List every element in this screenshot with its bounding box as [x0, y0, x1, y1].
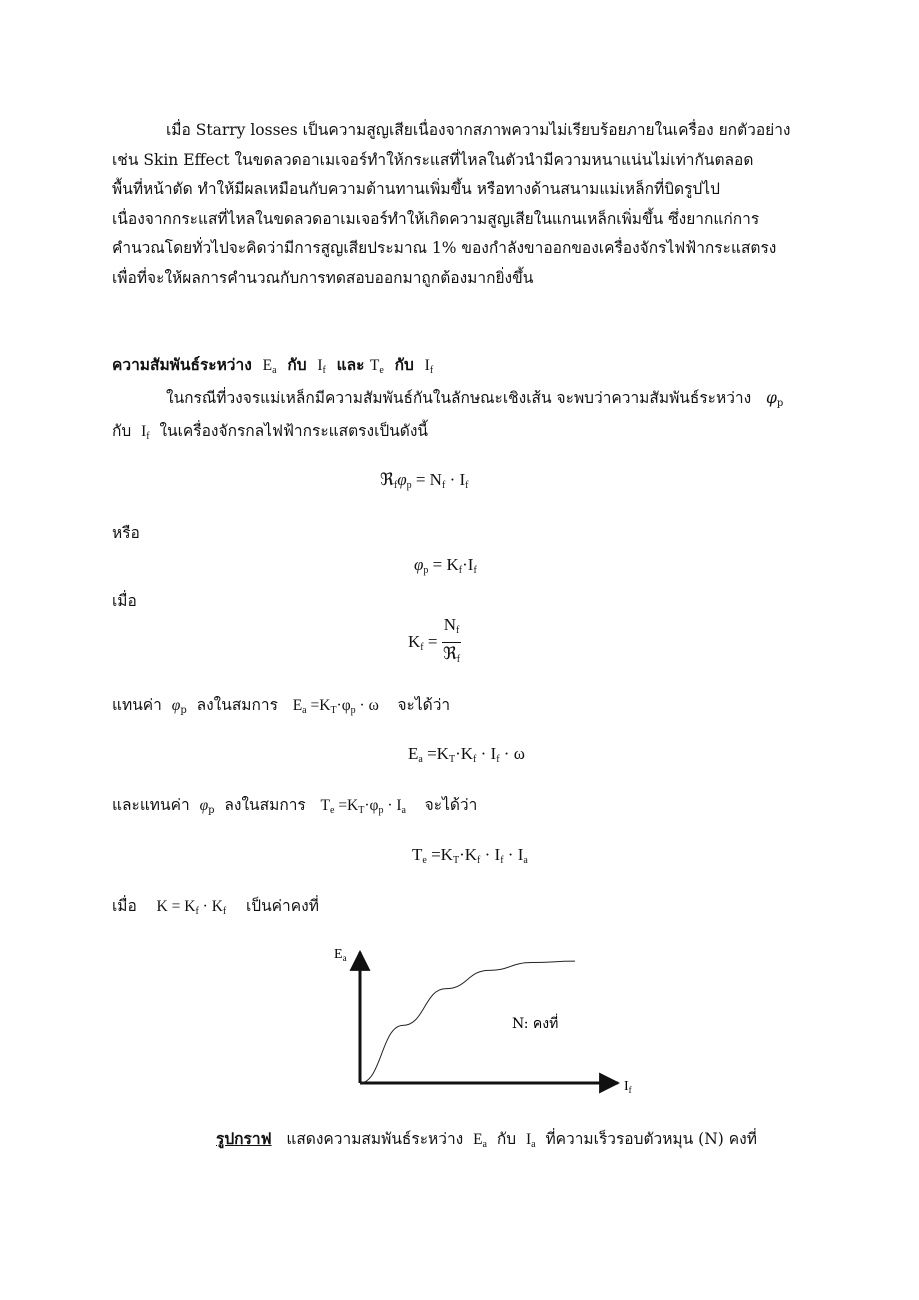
curve-annotation: N: คงที่	[512, 1016, 559, 1032]
paragraph-line-5: คำนวณโดยทั่วไปจะคิดว่ามีการสูญเสียประมาณ 1% ของกำลังขาออกของเครื่องจักรไฟฟ้ากระแสตรง	[112, 239, 777, 257]
substitution-line-1: แทนค่า $\varphi_p$ ลงในสมการ $E_a =K_T\cdot\varphi_p \cdot \omega$ จะได้ว่า	[112, 696, 451, 716]
intro-line-1: ในกรณีที่วงจรแม่เหล็กมีความสัมพันธ์กันในลักษณะเชิงเส้น จะพบว่าความสัมพันธ์ระหว่าง $\varphi_p$	[166, 389, 784, 409]
equation-flux: $\varphi_p = K_f\cdot I_f$	[414, 555, 477, 576]
or-label: หรือ	[112, 524, 140, 542]
figure-caption: รูปกราฟ แสดงความสมพันธ์ระหว่าง $E_a$ กับ $I_a$ ที่ความเร็วรอบตัวหมุน (N) คงที่	[216, 1129, 757, 1150]
kf-fraction: $\frac{N_f}{ℜ_f}$	[442, 615, 461, 665]
paragraph-line-2: เช่น Skin Effect ในขดลวดอาเมเจอร์ทำให้กระแสที่ไหลในตัวนำมีความหนาแน่นไม่เท่ากันตลอด	[112, 150, 754, 169]
section-heading: ความสัมพันธ์ระหว่าง $E_a$ กับ $I_f$ และ $T_e$ กับ $I_f$	[112, 355, 434, 376]
caption-label: รูปกราฟ	[216, 1129, 272, 1148]
x-axis-label: $I_f$	[624, 1079, 632, 1095]
starry-losses-paragraph	[112, 116, 807, 293]
intro-line-2: กับ $I_f$ ในเครื่องจักรกลไฟฟ้ากระแสตรงเป็นดังนี้	[112, 422, 429, 442]
constant-k-line: เมื่อ $K = K_f \cdot K_f$ เป็นค่าคงที่	[112, 897, 319, 917]
equation-reluctance: $ℜ_f\varphi_p = N_f \cdot I_f$	[380, 470, 469, 491]
y-axis-label: $E_a$	[334, 947, 347, 963]
equation-kf: $K_f$ = $\frac{N_f}{ℜ_f}$	[408, 614, 461, 671]
paragraph-line-3: พื้นที่หน้าตัด ทำให้มีผลเหมือนกับความต้านทานเพิ่มขึ้น หรือทางด้านสนามแม่เหล็กที่บิดรูปไป	[112, 180, 720, 198]
substitution-line-2: และแทนค่า $\varphi_p$ ลงในสมการ $T_e =K_T\cdot\varphi_p \cdot I_a$ จะได้ว่า	[112, 796, 478, 816]
equation-ea: $E_a =K_T\cdot K_f \cdot I_f \cdot \omega$	[408, 744, 525, 765]
ea-if-graph	[320, 930, 640, 1100]
equation-te: $T_e =K_T\cdot K_f \cdot I_f \cdot I_a$	[412, 845, 528, 866]
where-label: เมื่อ	[112, 592, 137, 610]
paragraph-line-1: เมื่อ Starry losses เป็นความสูญเสียเนื่องจากสภาพความไม่เรียบร้อยภายในเครื่อง ยกตัวอย่าง	[166, 121, 791, 139]
paragraph-line-6: เพื่อที่จะให้ผลการคำนวณกับการทดสอบออกมาถูกต้องมากยิ่งขึ้น	[112, 268, 534, 287]
paragraph-line-4: เนื่องจากกระแสที่ไหลในขดลวดอาเมเจอร์ทำให้เกิดความสูญเสียในแกนเหล็กเพิ่มขึ้น ซึ่งยากแก่การ	[112, 209, 760, 228]
